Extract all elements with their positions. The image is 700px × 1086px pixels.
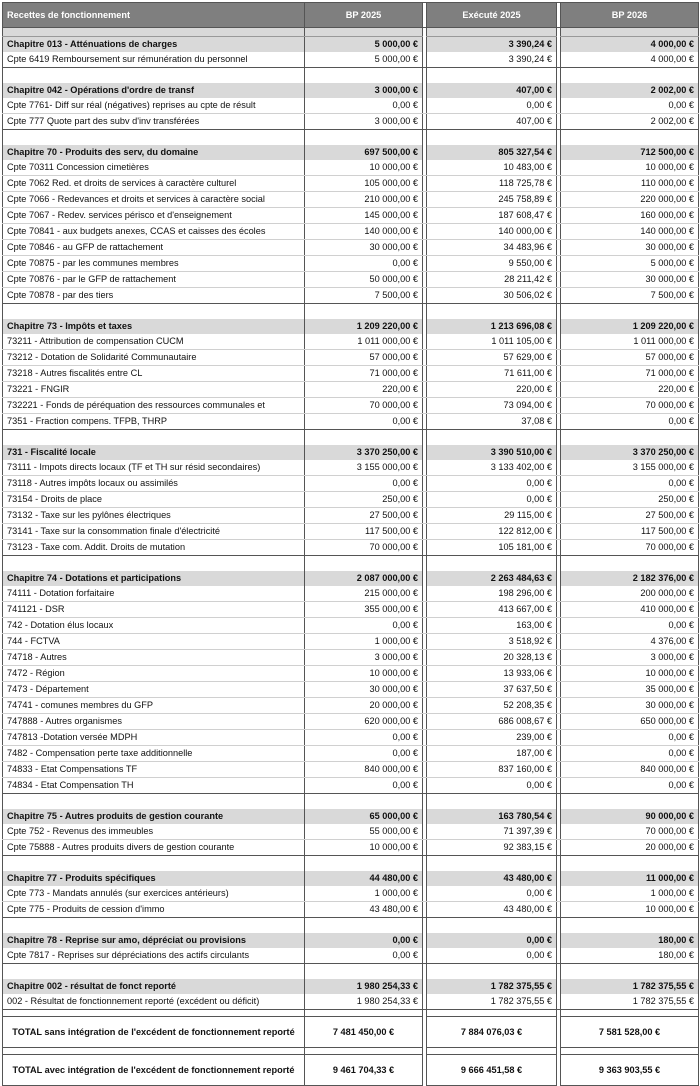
table-row-bp2025: 215 000,00 € (305, 586, 423, 602)
table-row-exec2025: 37 637,50 € (427, 682, 557, 698)
chapter-row-label: Chapitre 77 - Produits spécifiques (3, 871, 305, 886)
table-row (3, 746, 699, 762)
table-row-label: 73132 - Taxe sur les pylônes électriques (3, 508, 305, 524)
table-row-exec2025: 92 383,15 € (427, 840, 557, 856)
table-row (3, 98, 699, 114)
table-row (3, 224, 699, 240)
chapter-row (3, 871, 699, 886)
chapter-row-bp2025: 2 087 000,00 € (305, 571, 423, 586)
table-row-bp2025: 55 000,00 € (305, 824, 423, 840)
chapter-row-bp2025: 3 000,00 € (305, 83, 423, 98)
table-row-label: 747888 - Autres organismes (3, 714, 305, 730)
table-row-bp2025: 43 480,00 € (305, 902, 423, 918)
table-row-bp2025: 30 000,00 € (305, 240, 423, 256)
table-row-label: 73123 - Taxe com. Addit. Droits de mutation (3, 540, 305, 556)
table-row-exec2025: 0,00 € (427, 778, 557, 794)
total-row-label: TOTAL sans intégration de l'excédent de fonctionnement reporté (3, 1017, 305, 1048)
chapter-row (3, 445, 699, 460)
table-row-bp2025: 1 000,00 € (305, 634, 423, 650)
chapter-row-exec2025: 1 213 696,08 € (427, 319, 557, 334)
table-row-label: 73118 - Autres impôts locaux ou assimilés (3, 476, 305, 492)
table-row (3, 334, 699, 350)
table-row-bp2026: 1 011 000,00 € (561, 334, 699, 350)
table-row-label: Cpte 75888 - Autres produits divers de gestion courante (3, 840, 305, 856)
chapter-row (3, 37, 699, 53)
table-row-exec2025: 13 933,06 € (427, 666, 557, 682)
table-row-bp2026: 30 000,00 € (561, 698, 699, 714)
table-row (3, 460, 699, 476)
table-row (3, 602, 699, 618)
table-row (3, 540, 699, 556)
table-row-bp2026: 4 376,00 € (561, 634, 699, 650)
chapter-row-label: Chapitre 002 - résultat de fonct reporté (3, 979, 305, 994)
table-row-label: 73154 - Droits de place (3, 492, 305, 508)
table-row (3, 208, 699, 224)
table-row-exec2025: 198 296,00 € (427, 586, 557, 602)
table-row-bp2025: 0,00 € (305, 730, 423, 746)
chapter-row-bp2025: 0,00 € (305, 933, 423, 948)
chapter-row-bp2026: 2 002,00 € (561, 83, 699, 98)
table-row-bp2026: 117 500,00 € (561, 524, 699, 540)
table-row-bp2025: 7 500,00 € (305, 288, 423, 304)
chapter-row-bp2026: 2 182 376,00 € (561, 571, 699, 586)
chapter-row-exec2025: 2 263 484,63 € (427, 571, 557, 586)
table-row-bp2025: 0,00 € (305, 746, 423, 762)
table-row-bp2026: 10 000,00 € (561, 666, 699, 682)
table-row-bp2026: 10 000,00 € (561, 902, 699, 918)
table-row-exec2025: 3 390,24 € (427, 52, 557, 68)
total-row-exec2025: 7 884 076,03 € (427, 1017, 557, 1048)
table-row-bp2025: 220,00 € (305, 382, 423, 398)
table-row-bp2026: 1 000,00 € (561, 886, 699, 902)
table-row-bp2025: 355 000,00 € (305, 602, 423, 618)
table-row-label: Cpte 773 - Mandats annulés (sur exercices antérieurs) (3, 886, 305, 902)
header-label: Recettes de fonctionnement (3, 3, 305, 28)
table-row-label: 7472 - Région (3, 666, 305, 682)
chapter-row-bp2025: 1 209 220,00 € (305, 319, 423, 334)
table-row-bp2025: 10 000,00 € (305, 666, 423, 682)
table-row (3, 948, 699, 964)
table-row (3, 398, 699, 414)
total-row-bp2025: 7 481 450,00 € (305, 1017, 423, 1048)
table-row-exec2025: 686 008,67 € (427, 714, 557, 730)
table-row-exec2025: 407,00 € (427, 114, 557, 130)
table-row-bp2026: 30 000,00 € (561, 272, 699, 288)
chapter-row-label: Chapitre 78 - Reprise sur amo, dépréciat ou provisions (3, 933, 305, 948)
table-row-exec2025: 187,00 € (427, 746, 557, 762)
total-row (3, 1017, 699, 1048)
table-row-bp2025: 620 000,00 € (305, 714, 423, 730)
table-row-bp2026: 140 000,00 € (561, 224, 699, 240)
chapter-row-exec2025: 407,00 € (427, 83, 557, 98)
table-row-bp2025: 3 000,00 € (305, 114, 423, 130)
table-row-label: Cpte 7761- Diff sur réal (négatives) reprises au cpte de résult (3, 98, 305, 114)
table-row-bp2026: 160 000,00 € (561, 208, 699, 224)
table-row-bp2025: 70 000,00 € (305, 398, 423, 414)
table-row-exec2025: 34 483,96 € (427, 240, 557, 256)
total-row (3, 1055, 699, 1086)
table-row-exec2025: 140 000,00 € (427, 224, 557, 240)
chapter-row-bp2026: 1 209 220,00 € (561, 319, 699, 334)
table-row-exec2025: 43 480,00 € (427, 902, 557, 918)
table-row-exec2025: 187 608,47 € (427, 208, 557, 224)
table-row-exec2025: 29 115,00 € (427, 508, 557, 524)
table-row-exec2025: 37,08 € (427, 414, 557, 430)
table-row-bp2025: 840 000,00 € (305, 762, 423, 778)
table-row-bp2026: 1 782 375,55 € (561, 994, 699, 1010)
table-row (3, 414, 699, 430)
chapter-row-bp2025: 697 500,00 € (305, 145, 423, 160)
table-row-label: Cpte 777 Quote part des subv d'inv transférées (3, 114, 305, 130)
chapter-row (3, 83, 699, 98)
table-row-label: 73212 - Dotation de Solidarité Communautaire (3, 350, 305, 366)
table-row (3, 240, 699, 256)
table-row-bp2026: 70 000,00 € (561, 398, 699, 414)
table-row (3, 176, 699, 192)
table-row-bp2026: 0,00 € (561, 746, 699, 762)
table-row-bp2026: 650 000,00 € (561, 714, 699, 730)
table-row-label: 73111 - Impots directs locaux (TF et TH sur résid secondaires) (3, 460, 305, 476)
table-row (3, 52, 699, 68)
table-row-bp2025: 10 000,00 € (305, 840, 423, 856)
chapter-row-bp2025: 3 370 250,00 € (305, 445, 423, 460)
table-row-label: Cpte 70311 Concession cimetières (3, 160, 305, 176)
table-row-label: 74718 - Autres (3, 650, 305, 666)
table-row-exec2025: 28 211,42 € (427, 272, 557, 288)
table-row-bp2026: 5 000,00 € (561, 256, 699, 272)
table-row (3, 698, 699, 714)
table-row-bp2025: 117 500,00 € (305, 524, 423, 540)
header-bp2026: BP 2026 (561, 3, 699, 28)
table-row-exec2025: 837 160,00 € (427, 762, 557, 778)
table-row-label: 002 - Résultat de fonctionnement reporté (excédent ou déficit) (3, 994, 305, 1010)
table-row (3, 778, 699, 794)
table-row-label: Cpte 70875 - par les communes membres (3, 256, 305, 272)
table-row-label: Cpte 7067 - Redev. services périsco et d'enseignement (3, 208, 305, 224)
table-row-bp2026: 10 000,00 € (561, 160, 699, 176)
chapter-row-exec2025: 1 782 375,55 € (427, 979, 557, 994)
budget-table (2, 2, 699, 1086)
table-row-label: 74833 - Etat Compensations TF (3, 762, 305, 778)
chapter-row-label: Chapitre 042 - Opérations d'ordre de transf (3, 83, 305, 98)
table-row-label: Cpte 70841 - aux budgets anexes, CCAS et caisses des écoles (3, 224, 305, 240)
table-row (3, 114, 699, 130)
table-row-bp2026: 71 000,00 € (561, 366, 699, 382)
chapter-row-label: Chapitre 74 - Dotations et participations (3, 571, 305, 586)
table-row (3, 160, 699, 176)
table-row-bp2026: 0,00 € (561, 414, 699, 430)
table-row-exec2025: 220,00 € (427, 382, 557, 398)
table-row-bp2026: 220 000,00 € (561, 192, 699, 208)
table-row-bp2025: 1 000,00 € (305, 886, 423, 902)
table-row-label: Cpte 752 - Revenus des immeubles (3, 824, 305, 840)
table-row (3, 730, 699, 746)
table-row-bp2026: 35 000,00 € (561, 682, 699, 698)
chapter-row-exec2025: 0,00 € (427, 933, 557, 948)
table-row (3, 682, 699, 698)
table-row-exec2025: 20 328,13 € (427, 650, 557, 666)
table-row (3, 586, 699, 602)
header-execute2025: Exécuté 2025 (427, 3, 557, 28)
table-row-label: 73211 - Attribution de compensation CUCM (3, 334, 305, 350)
table-row-bp2026: 3 000,00 € (561, 650, 699, 666)
table-row (3, 492, 699, 508)
table-row-bp2025: 20 000,00 € (305, 698, 423, 714)
table-row (3, 666, 699, 682)
table-row-label: Cpte 70876 - par le GFP de rattachement (3, 272, 305, 288)
table-row-bp2026: 0,00 € (561, 778, 699, 794)
table-row-exec2025: 122 812,00 € (427, 524, 557, 540)
table-row-bp2025: 0,00 € (305, 618, 423, 634)
table-row-bp2025: 250,00 € (305, 492, 423, 508)
chapter-row-bp2026: 180,00 € (561, 933, 699, 948)
chapter-row (3, 809, 699, 824)
table-row-bp2026: 0,00 € (561, 98, 699, 114)
table-row-exec2025: 239,00 € (427, 730, 557, 746)
table-row-bp2026: 110 000,00 € (561, 176, 699, 192)
table-row (3, 508, 699, 524)
chapter-row-exec2025: 43 480,00 € (427, 871, 557, 886)
chapter-row (3, 145, 699, 160)
table-row-bp2026: 200 000,00 € (561, 586, 699, 602)
table-row-exec2025: 3 518,92 € (427, 634, 557, 650)
table-row-bp2026: 20 000,00 € (561, 840, 699, 856)
table-row-bp2025: 0,00 € (305, 98, 423, 114)
chapter-row-bp2026: 90 000,00 € (561, 809, 699, 824)
chapter-row-label: Chapitre 013 - Atténuations de charges (3, 37, 305, 53)
total-row-exec2025: 9 666 451,58 € (427, 1055, 557, 1086)
chapter-row-label: Chapitre 70 - Produits des serv, du domaine (3, 145, 305, 160)
chapter-row-label: Chapitre 75 - Autres produits de gestion courante (3, 809, 305, 824)
table-row (3, 350, 699, 366)
chapter-row-label: Chapitre 73 - Impôts et taxes (3, 319, 305, 334)
table-row-exec2025: 105 181,00 € (427, 540, 557, 556)
table-row-bp2026: 220,00 € (561, 382, 699, 398)
table-row-label: Cpte 775 - Produits de cession d'immo (3, 902, 305, 918)
table-row (3, 256, 699, 272)
table-row (3, 476, 699, 492)
table-row (3, 840, 699, 856)
table-row-bp2026: 27 500,00 € (561, 508, 699, 524)
chapter-row (3, 979, 699, 994)
table-row-label: 74741 - comunes membres du GFP (3, 698, 305, 714)
chapter-row-bp2025: 65 000,00 € (305, 809, 423, 824)
table-row-bp2026: 4 000,00 € (561, 52, 699, 68)
table-row (3, 824, 699, 840)
table-row-label: 7482 - Compensation perte taxe additionnelle (3, 746, 305, 762)
table-row (3, 272, 699, 288)
table-row-exec2025: 0,00 € (427, 948, 557, 964)
table-row-bp2025: 3 000,00 € (305, 650, 423, 666)
table-row-label: 7473 - Département (3, 682, 305, 698)
chapter-row-exec2025: 805 327,54 € (427, 145, 557, 160)
table-row-bp2026: 840 000,00 € (561, 762, 699, 778)
total-row-label: TOTAL avec intégration de l'excédent de fonctionnement reporté (3, 1055, 305, 1086)
chapter-row-bp2026: 3 370 250,00 € (561, 445, 699, 460)
table-row-label: Cpte 70878 - par des tiers (3, 288, 305, 304)
chapter-row-exec2025: 3 390,24 € (427, 37, 557, 53)
table-row (3, 634, 699, 650)
table-row-exec2025: 163,00 € (427, 618, 557, 634)
table-row-exec2025: 10 483,00 € (427, 160, 557, 176)
table-row-exec2025: 1 011 105,00 € (427, 334, 557, 350)
chapter-row-exec2025: 163 780,54 € (427, 809, 557, 824)
table-row-label: 744 - FCTVA (3, 634, 305, 650)
table-row-bp2026: 0,00 € (561, 476, 699, 492)
total-row-bp2026: 7 581 528,00 € (561, 1017, 699, 1048)
table-row-bp2025: 5 000,00 € (305, 52, 423, 68)
table-row-bp2025: 0,00 € (305, 948, 423, 964)
table-row-label: 742 - Dotation élus locaux (3, 618, 305, 634)
table-row-bp2026: 180,00 € (561, 948, 699, 964)
table-row-exec2025: 3 133 402,00 € (427, 460, 557, 476)
table-row-exec2025: 0,00 € (427, 98, 557, 114)
table-row-bp2026: 7 500,00 € (561, 288, 699, 304)
chapter-row-label: 731 - Fiscalité locale (3, 445, 305, 460)
table-row-exec2025: 57 629,00 € (427, 350, 557, 366)
table-row (3, 902, 699, 918)
table-row (3, 192, 699, 208)
header-bp2025: BP 2025 (305, 3, 423, 28)
table-row (3, 650, 699, 666)
table-row-bp2025: 30 000,00 € (305, 682, 423, 698)
table-row-label: 747813 -Dotation versée MDPH (3, 730, 305, 746)
table-row-label: Cpte 7062 Red. et droits de services à caractère culturel (3, 176, 305, 192)
table-row-bp2026: 0,00 € (561, 730, 699, 746)
chapter-row-exec2025: 3 390 510,00 € (427, 445, 557, 460)
table-row-label: Cpte 7066 - Redevances et droits et services à caractère social (3, 192, 305, 208)
table-row-label: 741121 - DSR (3, 602, 305, 618)
table-row-exec2025: 118 725,78 € (427, 176, 557, 192)
table-row (3, 714, 699, 730)
table-row-bp2025: 0,00 € (305, 256, 423, 272)
chapter-row-bp2025: 44 480,00 € (305, 871, 423, 886)
table-row-exec2025: 73 094,00 € (427, 398, 557, 414)
table-row (3, 994, 699, 1010)
table-row-bp2025: 71 000,00 € (305, 366, 423, 382)
table-row-bp2025: 1 980 254,33 € (305, 994, 423, 1010)
table-row-bp2025: 210 000,00 € (305, 192, 423, 208)
table-row-label: 7351 - Fraction compens. TFPB, THRP (3, 414, 305, 430)
table-row-exec2025: 1 782 375,55 € (427, 994, 557, 1010)
table-row (3, 762, 699, 778)
table-row-exec2025: 0,00 € (427, 492, 557, 508)
table-row-label: 73218 - Autres fiscalités entre CL (3, 366, 305, 382)
table-row-bp2026: 410 000,00 € (561, 602, 699, 618)
table-row-exec2025: 0,00 € (427, 476, 557, 492)
total-row-bp2026: 9 363 903,55 € (561, 1055, 699, 1086)
table-row-exec2025: 9 550,00 € (427, 256, 557, 272)
table-row-bp2025: 50 000,00 € (305, 272, 423, 288)
table-row-bp2026: 0,00 € (561, 618, 699, 634)
table-row-bp2026: 70 000,00 € (561, 824, 699, 840)
table-row-bp2025: 1 011 000,00 € (305, 334, 423, 350)
table-row-label: Cpte 70846 - au GFP de rattachement (3, 240, 305, 256)
chapter-row-bp2026: 712 500,00 € (561, 145, 699, 160)
table-row-bp2025: 0,00 € (305, 414, 423, 430)
table-row-label: 74111 - Dotation forfaitaire (3, 586, 305, 602)
table-row-bp2025: 3 155 000,00 € (305, 460, 423, 476)
table-row-bp2025: 0,00 € (305, 476, 423, 492)
table-row-bp2026: 2 002,00 € (561, 114, 699, 130)
table-row-exec2025: 71 611,00 € (427, 366, 557, 382)
table-row-exec2025: 30 506,02 € (427, 288, 557, 304)
table-row-bp2025: 10 000,00 € (305, 160, 423, 176)
table-header (3, 3, 699, 28)
table-row-bp2025: 140 000,00 € (305, 224, 423, 240)
table-row-label: 74834 - Etat Compensation TH (3, 778, 305, 794)
table-row-bp2025: 145 000,00 € (305, 208, 423, 224)
table-row (3, 618, 699, 634)
chapter-row (3, 933, 699, 948)
chapter-row-bp2025: 5 000,00 € (305, 37, 423, 53)
table-row (3, 886, 699, 902)
table-row-bp2025: 70 000,00 € (305, 540, 423, 556)
table-row (3, 524, 699, 540)
total-row-bp2025: 9 461 704,33 € (305, 1055, 423, 1086)
table-row-label: Cpte 7817 - Reprises sur dépréciations des actifs circulants (3, 948, 305, 964)
table-row (3, 382, 699, 398)
table-row (3, 366, 699, 382)
table-row-bp2025: 105 000,00 € (305, 176, 423, 192)
table-row (3, 288, 699, 304)
table-row-bp2026: 30 000,00 € (561, 240, 699, 256)
table-row-bp2026: 3 155 000,00 € (561, 460, 699, 476)
table-row-exec2025: 245 758,89 € (427, 192, 557, 208)
table-row-label: 732221 - Fonds de péréquation des ressources communales et (3, 398, 305, 414)
chapter-row-bp2025: 1 980 254,33 € (305, 979, 423, 994)
chapter-row-bp2026: 4 000,00 € (561, 37, 699, 53)
table-row-bp2025: 0,00 € (305, 778, 423, 794)
table-row-label: Cpte 6419 Remboursement sur rémunération du personnel (3, 52, 305, 68)
table-row-exec2025: 413 667,00 € (427, 602, 557, 618)
chapter-row-bp2026: 1 782 375,55 € (561, 979, 699, 994)
chapter-row-bp2026: 11 000,00 € (561, 871, 699, 886)
table-row-label: 73141 - Taxe sur la consommation finale d'électricité (3, 524, 305, 540)
table-row-bp2026: 57 000,00 € (561, 350, 699, 366)
table-row-exec2025: 0,00 € (427, 886, 557, 902)
table-row-label: 73221 - FNGIR (3, 382, 305, 398)
chapter-row (3, 319, 699, 334)
table-row-bp2026: 70 000,00 € (561, 540, 699, 556)
table-row-bp2025: 27 500,00 € (305, 508, 423, 524)
table-row-bp2025: 57 000,00 € (305, 350, 423, 366)
table-row-bp2026: 250,00 € (561, 492, 699, 508)
chapter-row (3, 571, 699, 586)
table-row-exec2025: 52 208,35 € (427, 698, 557, 714)
table-row-exec2025: 71 397,39 € (427, 824, 557, 840)
